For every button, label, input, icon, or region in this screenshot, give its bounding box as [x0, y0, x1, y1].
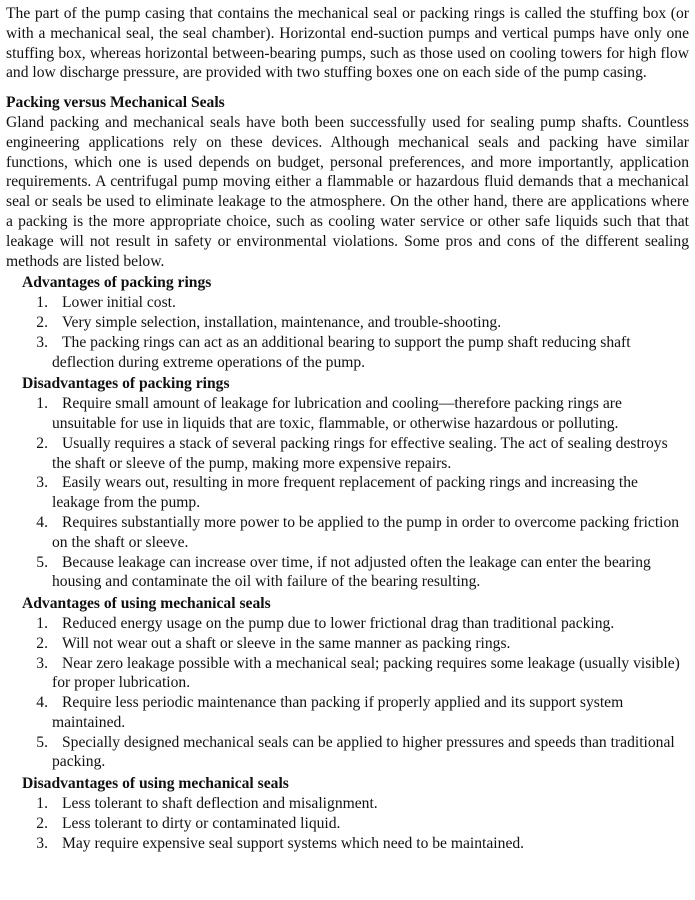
list-item-number: 3.	[36, 654, 48, 672]
numbered-list	[22, 293, 689, 372]
list-item	[22, 634, 689, 654]
list-heading: Advantages of packing rings	[22, 274, 212, 292]
list-item-text: Will not wear out a shaft or sleeve in the same manner as packing rings.	[62, 634, 511, 652]
list-item	[22, 693, 689, 733]
list-item-number: 3.	[36, 834, 48, 852]
list-item-number: 1.	[36, 395, 48, 413]
list-item-text: Less tolerant to dirty or contaminated liquid.	[62, 814, 341, 832]
list-item-number: 1.	[36, 795, 48, 813]
list-item	[22, 553, 689, 593]
list-item-text: Require small amount of leakage for lubrication and cooling—therefore packing rings are unsuitable for use in liquids that are toxic, flammable, or otherwise hazardous or polluting.	[52, 395, 622, 432]
pros-cons-lists	[6, 273, 689, 853]
list-item	[22, 733, 689, 773]
section-heading: Packing versus Mechanical Seals	[6, 94, 225, 112]
section-body-paragraph: Gland packing and mechanical seals have both been successfully used for sealing pump shafts. Countless engineering applications rely on these devices. Although mechanical seals and packing have similar functions, which one is used depends on budget, personal preferences, and more importantly, application requirements. A centrifugal pump moving either a flammable or hazardous fluid demands that a mechanical seal or seals be used to eliminate leakage to the atmosphere. On the other hand, there are applications where a packing is the more appropriate choice, such as cooling water service or other safe liquids such that that leakage will not result in safety or environmental violations. Some pros and cons of the different sealing methods are listed below.	[6, 113, 689, 270]
list-item-number: 1.	[36, 294, 48, 312]
list-item	[22, 614, 689, 634]
list-item-number: 2.	[36, 313, 48, 331]
list-item	[22, 313, 689, 333]
numbered-list	[22, 794, 689, 853]
list-section-disadvantages-mechanical-seals	[6, 774, 689, 853]
list-heading: Advantages of using mechanical seals	[22, 595, 271, 613]
list-item-number: 5.	[36, 553, 48, 571]
list-item-text: Requires substantially more power to be applied to the pump in order to overcome packing friction on the shaft or sleeve.	[52, 513, 680, 551]
list-item	[22, 473, 689, 513]
numbered-list	[22, 394, 689, 592]
list-heading: Disadvantages of packing rings	[22, 375, 230, 393]
list-item-text: Reduced energy usage on the pump due to lower frictional drag than traditional packing.	[62, 614, 615, 632]
list-item	[22, 794, 689, 814]
list-item	[22, 333, 689, 373]
list-item-text: Usually requires a stack of several packing rings for effective sealing. The act of sealing destroys the shaft or sleeve of the pump, making more expensive repairs.	[52, 434, 668, 472]
list-item-text: Require less periodic maintenance than packing if properly applied and its support system maintained.	[52, 694, 624, 731]
list-item-text: Because leakage can increase over time, if not adjusted often the leakage can enter the bearing housing and contaminate the oil with failure of the bearing resulting.	[52, 553, 651, 591]
list-section-disadvantages-packing	[6, 374, 689, 592]
list-item-text: The packing rings can act as an additional bearing to support the pump shaft reducing shaft deflection during extreme operations of the pump.	[52, 333, 631, 371]
list-item-number: 5.	[36, 733, 48, 751]
list-item-number: 2.	[36, 634, 48, 652]
list-item	[22, 434, 689, 474]
list-heading: Disadvantages of using mechanical seals	[22, 775, 289, 793]
numbered-list	[22, 614, 689, 772]
list-item-text: Easily wears out, resulting in more frequent replacement of packing rings and increasing the leakage from the pump.	[52, 474, 638, 512]
list-item-text: Near zero leakage possible with a mechanical seal; packing requires some leakage (usually visible) for proper lubrication.	[52, 654, 680, 692]
list-item-number: 2.	[36, 434, 48, 452]
list-item	[22, 513, 689, 553]
list-item-number: 1.	[36, 614, 48, 632]
list-section-advantages-mechanical-seals	[6, 594, 689, 772]
list-item-text: Specially designed mechanical seals can be applied to higher pressures and speeds than traditional packing.	[52, 733, 675, 771]
list-item-text: May require expensive seal support systems which need to be maintained.	[62, 834, 525, 852]
list-item	[22, 814, 689, 834]
list-item-number: 4.	[36, 513, 48, 531]
list-item-number: 3.	[36, 474, 48, 492]
list-item	[22, 293, 689, 313]
list-item-number: 3.	[36, 333, 48, 351]
list-section-advantages-packing	[6, 273, 689, 372]
list-item-text: Lower initial cost.	[62, 294, 176, 312]
list-item	[22, 394, 689, 434]
intro-paragraph: The part of the pump casing that contains the mechanical seal or packing rings is called the stuffing box (or with a mechanical seal, the seal chamber). Horizontal end-suction pumps and vertical pumps have only one stuffing box, whereas horizontal between-bearing pumps, such as those used on cooling towers for high flow and low discharge pressure, are provided with two stuffing boxes one on each side of the pump casing.	[6, 5, 689, 82]
list-item-number: 4.	[36, 694, 48, 712]
list-item-text: Very simple selection, installation, maintenance, and trouble-shooting.	[62, 313, 502, 331]
list-item-number: 2.	[36, 814, 48, 832]
list-item	[22, 654, 689, 694]
list-item-text: Less tolerant to shaft deflection and misalignment.	[62, 795, 378, 813]
list-item	[22, 834, 689, 854]
